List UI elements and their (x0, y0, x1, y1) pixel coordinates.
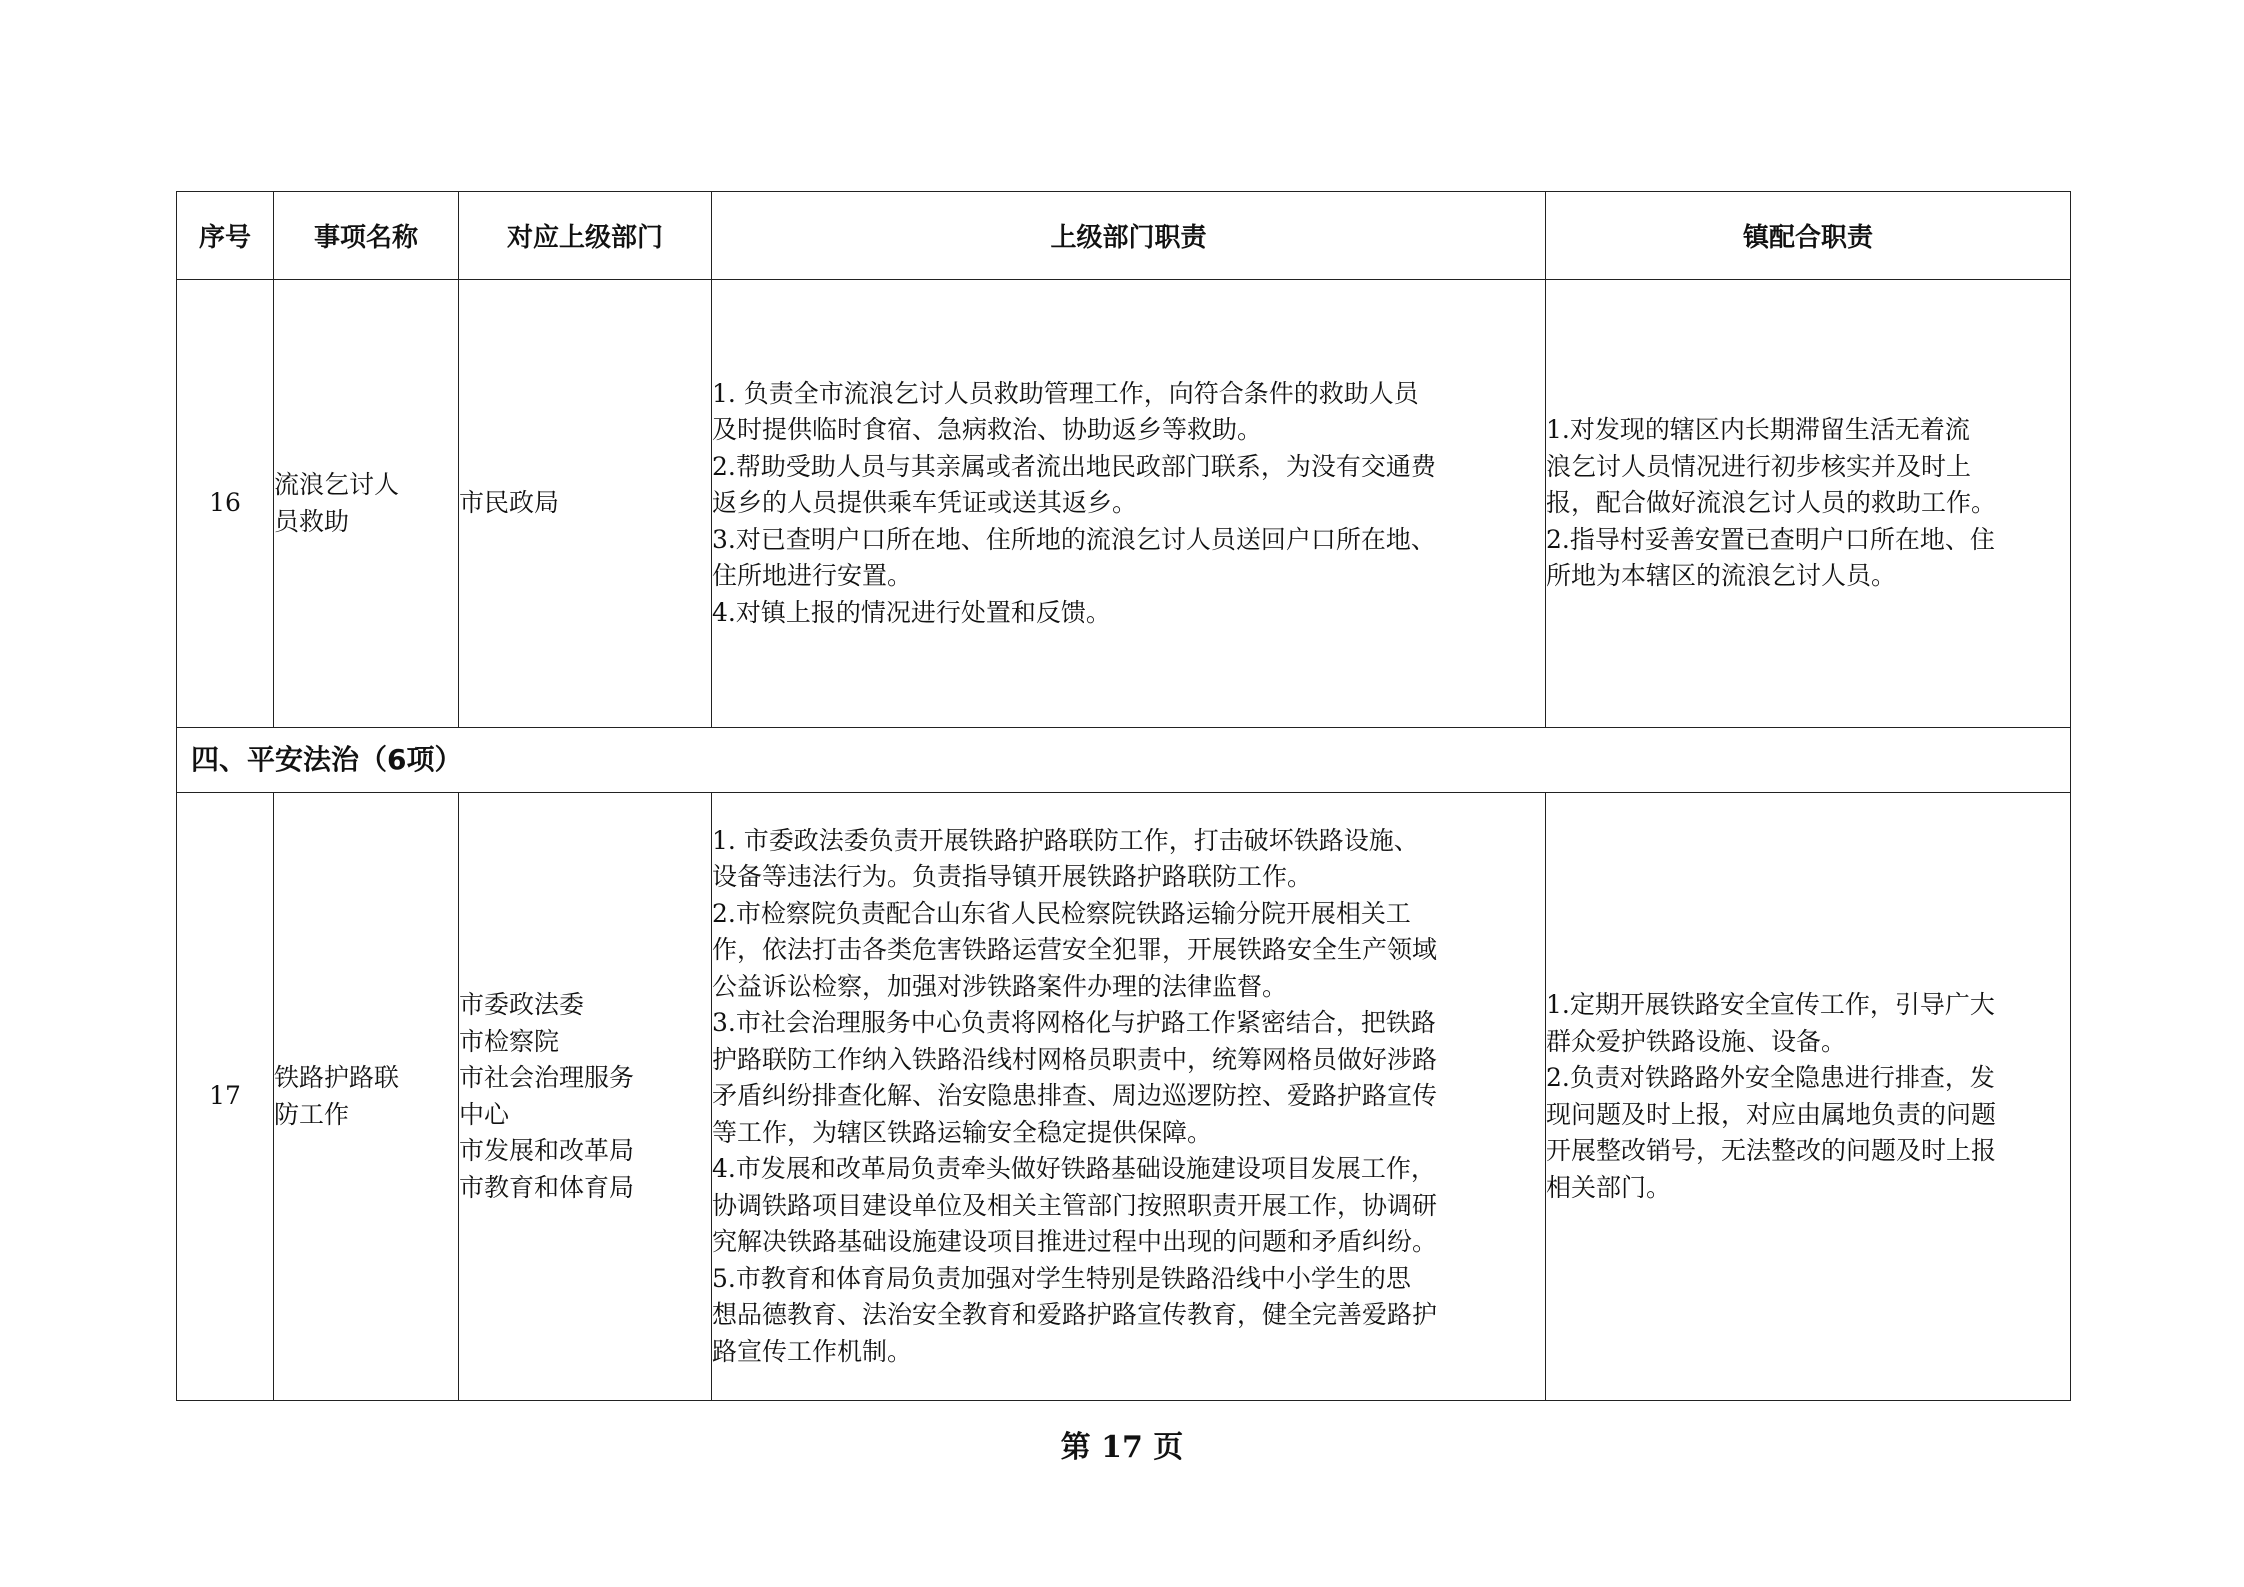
text-line: 1. 市委政法委负责开展铁路护路联防工作，打击破坏铁路设施、 (712, 825, 1419, 855)
text-line: 现问题及时上报，对应由属地负责的问题 (1546, 1099, 1997, 1129)
text-line: 协调铁路项目建设单位及相关主管部门按照职责开展工作，协调研 (712, 1190, 1438, 1220)
text-line: 4.市发展和改革局负责牵头做好铁路基础设施建设项目发展工作， (712, 1154, 1436, 1184)
header-town-duty: 镇配合职责 (1546, 192, 2071, 280)
text-line: 3.市社会治理服务中心负责将网格化与护路工作紧密结合，把铁路 (712, 1008, 1436, 1038)
text-line: 开展整改销号，无法整改的问题及时上报 (1546, 1136, 1997, 1165)
text-line: 公益诉讼检察，加强对涉铁路案件办理的法律监督。 (712, 971, 1288, 1001)
text-line: 住所地进行安置。 (712, 561, 913, 591)
text-line: 2.帮助受助人员与其亲属或者流出地民政部门联系，为没有交通费 (712, 451, 1436, 481)
text-line: 中心 (459, 1099, 510, 1129)
text-line: 路宣传工作机制。 (712, 1336, 913, 1366)
text-line: 相关部门。 (1546, 1172, 1672, 1202)
responsibility-table (176, 191, 2071, 1401)
row-superior-dept (459, 280, 712, 728)
text-line: 返乡的人员提供乘车凭证或送其返乡。 (712, 488, 1138, 518)
header-superior-dept: 对应上级部门 (459, 192, 712, 280)
text-line: 想品德教育、法治安全教育和爱路护路宣传教育，健全完善爱路护 (712, 1300, 1438, 1330)
page-number: 第 17 页 (1060, 1430, 1184, 1465)
header-superior-duty: 上级部门职责 (712, 192, 1546, 280)
row-superior-duty (712, 793, 1546, 1401)
row-item-name (274, 280, 459, 728)
text-line: 市民政局 (459, 488, 560, 518)
table-row (177, 793, 2071, 1401)
text-line: 2.市检察院负责配合山东省人民检察院铁路运输分院开展相关工 (712, 898, 1411, 928)
row-superior-dept (459, 793, 712, 1401)
text-line: 铁路护路联 (274, 1063, 400, 1092)
row-seq: 17 (177, 793, 274, 1401)
header-item-name: 事项名称 (274, 192, 459, 280)
text-line: 市发展和改革局 (459, 1136, 635, 1165)
text-line: 市教育和体育局 (459, 1172, 635, 1202)
text-line: 究解决铁路基础设施建设项目推进过程中出现的问题和矛盾纠纷。 (712, 1227, 1438, 1257)
text-line: 5.市教育和体育局负责加强对学生特别是铁路沿线中小学生的思 (712, 1263, 1411, 1293)
row-town-duty (1546, 280, 2071, 728)
text-line: 矛盾纠纷排查化解、治安隐患排查、周边巡逻防控、爱路护路宣传 (712, 1081, 1438, 1111)
text-line: 2.指导村妥善安置已查明户口所在地、住 (1546, 524, 1995, 554)
text-line: 1. 负责全市流浪乞讨人员救助管理工作，向符合条件的救助人员 (712, 378, 1419, 408)
text-line: 2.负责对铁路路外安全隐患进行排查，发 (1546, 1063, 1995, 1092)
row-seq: 16 (177, 280, 274, 728)
section-title: 四、平安法治（6项） (177, 728, 2071, 793)
text-line: 群众爱护铁路设施、设备。 (1546, 1026, 1847, 1056)
row-town-duty (1546, 793, 2071, 1401)
text-line: 防工作 (274, 1099, 350, 1129)
text-line: 4.对镇上报的情况进行处置和反馈。 (712, 597, 1111, 627)
text-line: 市检察院 (459, 1026, 560, 1056)
text-line: 设备等违法行为。负责指导镇开展铁路护路联防工作。 (712, 862, 1313, 892)
text-line: 3.对已查明户口所在地、住所地的流浪乞讨人员送回户口所在地、 (712, 524, 1436, 554)
text-line: 等工作，为辖区铁路运输安全稳定提供保障。 (712, 1117, 1213, 1147)
row-item-name (274, 793, 459, 1401)
text-line: 员救助 (274, 506, 350, 536)
text-line: 报，配合做好流浪乞讨人员的救助工作。 (1546, 488, 1997, 518)
text-line: 1.定期开展铁路安全宣传工作，引导广大 (1546, 990, 1995, 1019)
text-line: 市委政法委 (459, 990, 585, 1019)
header-seq: 序号 (177, 192, 274, 280)
text-line: 市社会治理服务 (459, 1063, 635, 1092)
text-line: 及时提供临时食宿、急病救治、协助返乡等救助。 (712, 415, 1263, 445)
table-header-row (177, 192, 2071, 280)
table-row (177, 280, 2071, 728)
text-line: 所地为本辖区的流浪乞讨人员。 (1546, 561, 1897, 591)
text-line: 护路联防工作纳入铁路沿线村网格员职责中，统筹网格员做好涉路 (712, 1044, 1438, 1074)
section-row (177, 728, 2071, 793)
row-superior-duty (712, 280, 1546, 728)
text-line: 流浪乞讨人 (274, 470, 400, 499)
text-line: 1.对发现的辖区内长期滞留生活无着流 (1546, 415, 1970, 445)
text-line: 浪乞讨人员情况进行初步核实并及时上 (1546, 451, 1972, 481)
text-line: 作，依法打击各类危害铁路运营安全犯罪，开展铁路安全生产领域 (712, 935, 1438, 965)
